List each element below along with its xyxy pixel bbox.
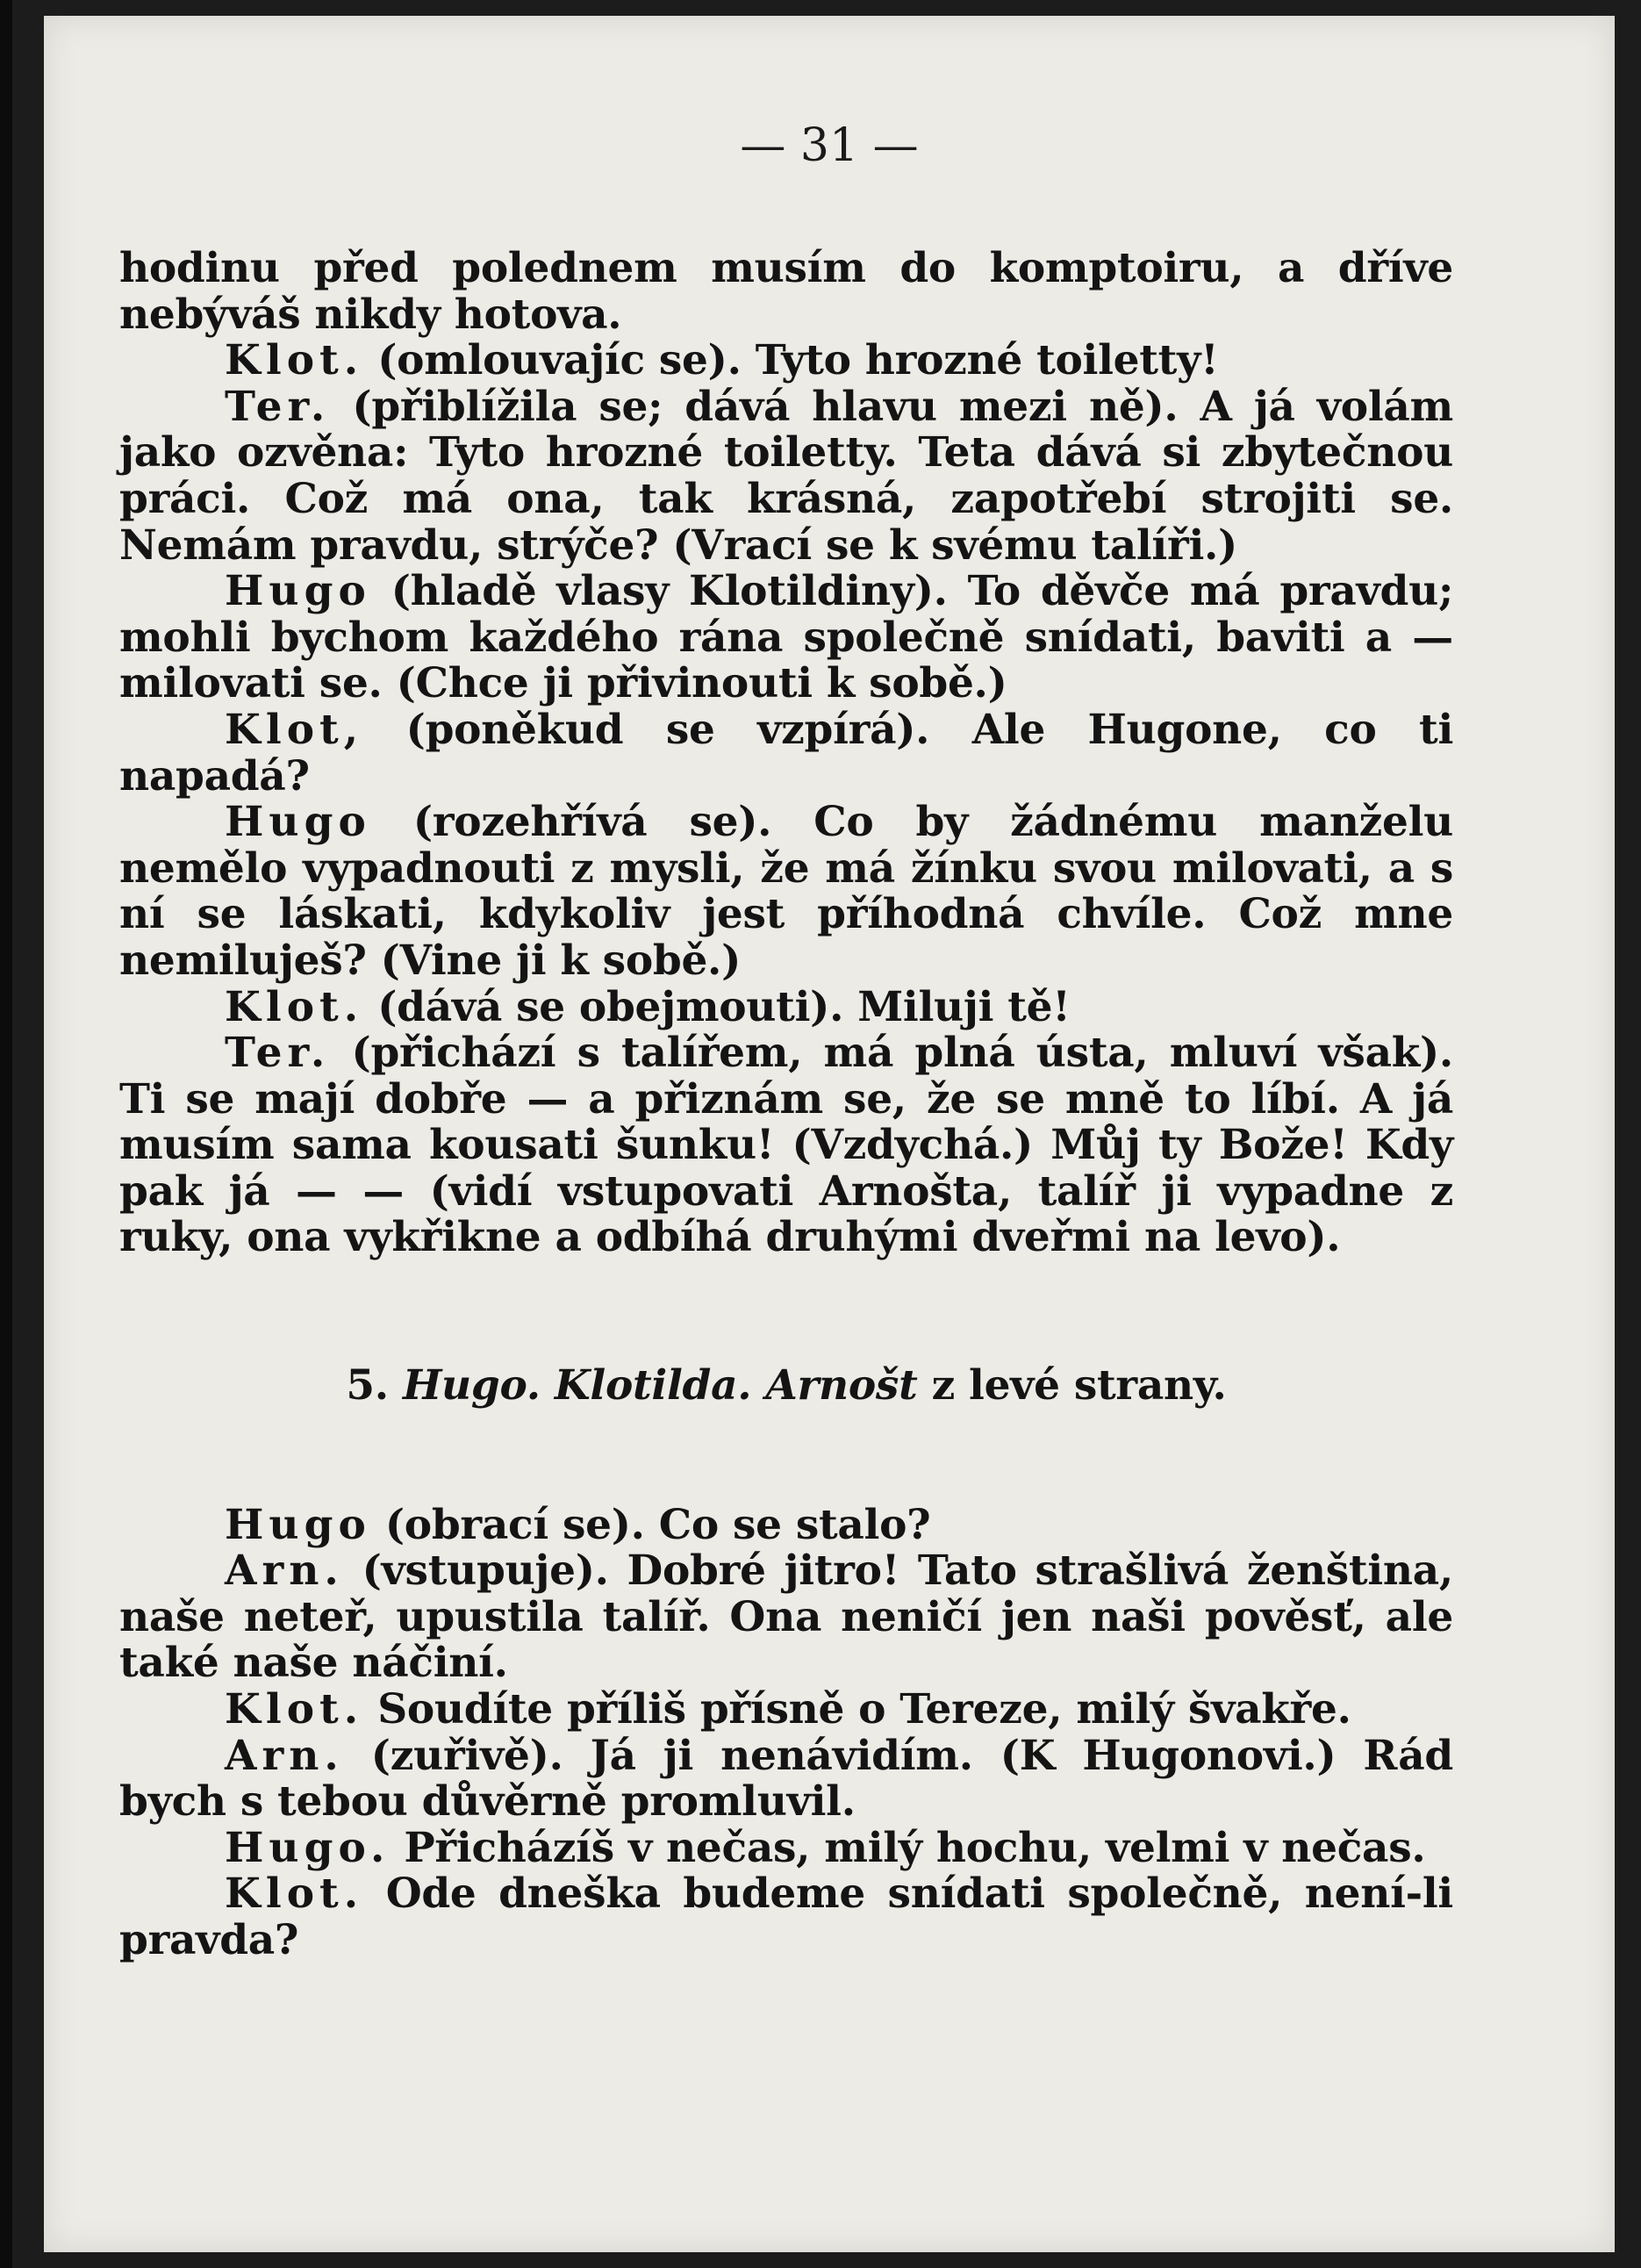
paragraph (119, 707, 1453, 800)
paragraph-text: (poněkud se vzpírá). Ale Hugone, co ti napadá? (119, 705, 1453, 800)
paragraph (119, 246, 1453, 338)
scene-number: 5. (346, 1361, 389, 1410)
paragraph (119, 384, 1453, 569)
scene-character: Hugo. (402, 1361, 541, 1410)
paragraph-text: (přichází s talířem, má plná ústa, mluví však). Ti se mají dobře — a přiznám se, že se mně to líbí. A já musím sama kousati šunku! (Vzdychá.) Můj ty Bože! Kdy pak já — — (vidí vstupovati Arnošta, talíř ji vypadne z ruky, ona vykřikne a odbíhá druhými dveřmi na levo). (119, 1029, 1453, 1262)
paragraph-text: (rozehřívá se). Co by žádnému manželu nemělo vypadnouti z mysli, že má žínku svou milovati, a s ní se láskati, kdykoliv jest příhodná chvíle. Což mne nemiluješ? (Vine ji k sobě.) (119, 798, 1453, 985)
book-page (44, 16, 1615, 2252)
paragraph (119, 1548, 1453, 1687)
paragraph (119, 1030, 1453, 1261)
speaker-name: Hugo (225, 567, 371, 616)
paragraph-text: (dává se obejmouti). Miluji tě! (363, 982, 1071, 1031)
paragraph-text: hodinu před polednem musím do komptoiru, a dříve nebýváš nikdy hotova. (119, 244, 1453, 339)
speaker-name: Klot, (225, 705, 364, 754)
paragraph (119, 982, 1453, 1031)
speaker-name: Hugo. (225, 1823, 391, 1872)
paragraph (119, 1871, 1453, 1963)
speaker-name: Hugo (225, 798, 371, 847)
speaker-name: Hugo (225, 1500, 371, 1549)
page-body (119, 246, 1453, 1964)
speaker-name: Klot. (225, 1685, 364, 1734)
paragraph (119, 569, 1453, 707)
paragraph-text: (zuřivě). Já ji nenávidím. (K Hugonovi.) Rád bych s tebou důvěrně promluvil. (119, 1731, 1453, 1827)
paragraph (119, 1500, 1453, 1549)
speaker-name: Ter. (225, 382, 331, 431)
scene-heading (119, 1363, 1453, 1410)
paragraph-text: (hladě vlasy Klotildiny). To děvče má pravdu; mohli bychom každého rána společně snídati, baviti a — milovati se. (Chce ji přivinouti k sobě.) (119, 567, 1453, 708)
page-number: — 31 — (740, 119, 919, 172)
speaker-name: Klot. (225, 1870, 364, 1919)
speaker-name: Arn. (225, 1731, 344, 1780)
speaker-name: Klot. (225, 982, 364, 1031)
paragraph-text: Přicházíš v nečas, milý hochu, velmi v nečas. (390, 1823, 1426, 1872)
scene-character: Klotilda. (554, 1361, 752, 1410)
scene-direction: z levé strany. (917, 1361, 1227, 1410)
speaker-name: Arn. (225, 1547, 344, 1596)
paragraph (119, 1687, 1453, 1733)
speaker-name: Ter. (225, 1029, 331, 1078)
paragraph-text: (omlouvajíc se). Tyto hrozné toiletty! (363, 336, 1219, 385)
paragraph (119, 338, 1453, 384)
book-spine-shadow (0, 0, 12, 2268)
scene-character: Arnošt (765, 1361, 918, 1410)
paragraph-text: Soudíte příliš přísně o Tereze, milý švakře. (363, 1685, 1351, 1734)
paragraph-text: (přiblížila se; dává hlavu mezi ně). A já volám jako ozvěna: Tyto hrozné toiletty. Teta dává si zbytečnou práci. Což má ona, tak krásná, zapotřebí strojiti se. Nemám pravdu, strýče? (Vrací se k svému talíři.) (119, 382, 1453, 570)
speaker-name: Klot. (225, 336, 364, 385)
paragraph-text: Ode dneška budeme snídati společně, není-li pravda? (119, 1870, 1453, 1964)
paragraph (119, 1823, 1453, 1872)
paragraph (119, 1733, 1453, 1826)
paragraph (119, 800, 1453, 984)
paragraph-text: (vstupuje). Dobré jitro! Tato strašlivá ženština, naše neteř, upustila talíř. Ona neničí jen naši pověsť, ale také naše náčiní. (119, 1547, 1453, 1688)
paragraph-text: (obrací se). Co se stalo? (370, 1500, 931, 1549)
